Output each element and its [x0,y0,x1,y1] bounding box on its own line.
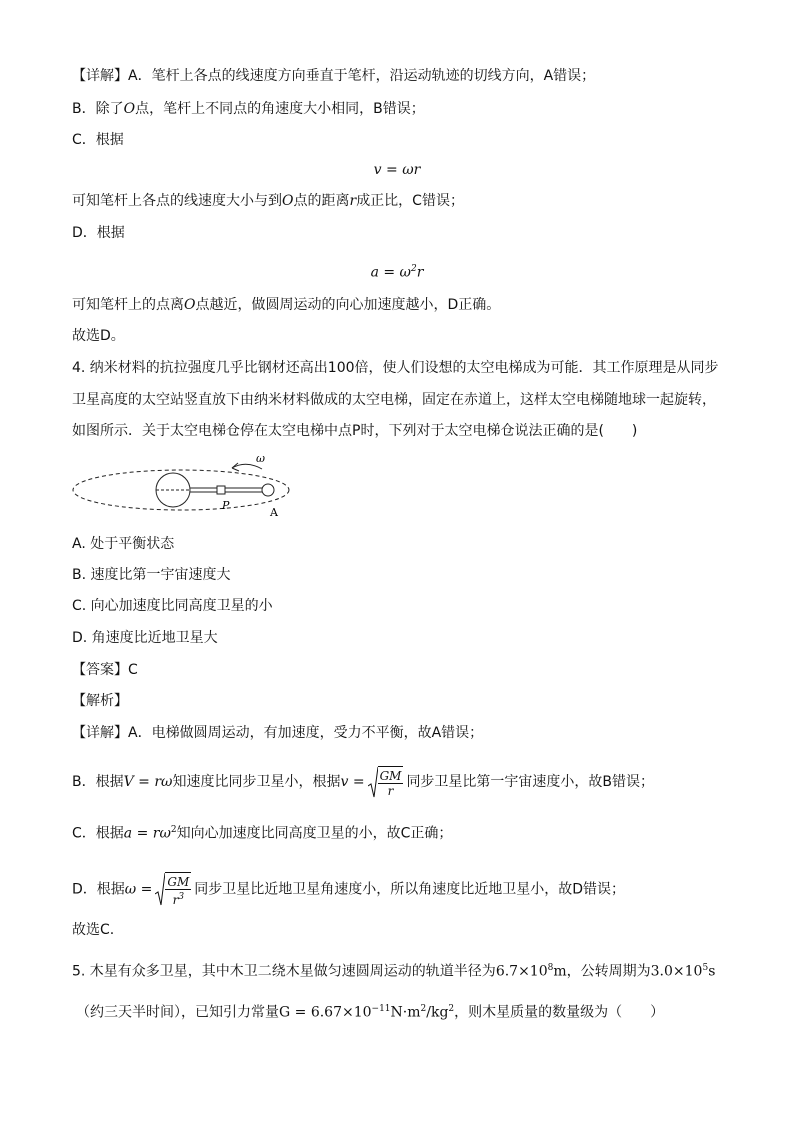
detail-a: 【详解】A．笔杆上各点的线速度方向垂直于笔杆，沿运动轨迹的切线方向，A错误； [72,68,596,84]
q5-stem-line1: 5. 木星有众多卫星，其中木卫二绕木星做匀速圆周运动的轨道半径为$6.7\times 10^8m$，公转周期为$3.0\times 10^5s$ [72,963,716,980]
detail-c: C．根据 [72,132,124,148]
q4-analysis-heading: 【解析】 [72,693,128,709]
formula-a-omega2-r: $a = \omega^2r$ [370,264,424,281]
q5-stem-line2: （约三天半时间），已知引力常量$G = 6.67\times 10^{-11}N\cdot m^2/kg^2$，则木星质量的数量级为（ ） [76,1004,665,1021]
arrow-head [232,463,239,471]
q4-detail-c: C．根据$a = r\omega^2$知向心加速度比同高度卫星的小，故C正确； [72,825,453,842]
q4-detail-a: 【详解】A．电梯做圆周运动，有加速度，受力不平衡，故A错误； [72,725,484,741]
q4-option-a: A. 处于平衡状态 [72,536,175,552]
omega-label: ω [256,452,265,465]
point-p-label: P [222,499,230,512]
sqrt-gm-over-r: $\frac{GM}{r}$ [368,766,404,798]
q4-option-b: B. 速度比第一宇宙速度大 [72,567,231,583]
formula-v-omega-r: v = ωr [373,162,421,178]
q4-option-c: C. 向心加速度比同高度卫星的小 [72,598,273,614]
choice-d: 故选D。 [72,328,125,344]
point-a-label: A [270,506,278,519]
q4-choice: 故选C. [72,922,115,938]
elevator-cabin [217,486,225,494]
space-station [262,484,274,496]
q4-detail-b: B．根据V = rω知速度比同步卫星小，根据v = $\frac{GM}{r}$ 同步卫星比第一宇宙速度小，故B错误； [72,766,654,798]
q4-option-d: D. 角速度比近地卫星大 [72,630,218,646]
detail-c-conclusion: 可知笔杆上各点的线速度大小与到O点的距离r成正比，C错误； [72,193,464,209]
q4-stem-line1: 4. 纳米材料的抗拉强度几乎比钢材还高出100倍，使人们设想的太空电梯成为可能．其工作原理是从同步 [72,360,719,376]
space-elevator-diagram [66,452,326,524]
detail-d-conclusion: 可知笔杆上的点离O点越近，做圆周运动的向心加速度越小，D正确。 [72,297,501,313]
q4-stem-line3: 如图所示．关于太空电梯仓停在太空电梯中点P时，下列对于太空电梯仓说法正确的是( ) [72,423,638,439]
q4-stem-line2: 卫星高度的太空站竖直放下由纳米材料做成的太空电梯，固定在赤道上，这样太空电梯随地球一起旋转， [72,392,716,408]
q4-answer: 【答案】C [72,662,138,678]
detail-b: B．除了O点，笔杆上不同点的角速度大小相同，B错误； [72,101,425,117]
sqrt-gm-over-r3: $\frac{GM}{r^3}$ [155,872,191,907]
detail-d: D．根据 [72,225,125,241]
q4-detail-d: D．根据ω = $\frac{GM}{r^3}$ 同步卫星比近地卫星角速度小，所以角速度比近地卫星小，故D错误； [72,872,625,907]
